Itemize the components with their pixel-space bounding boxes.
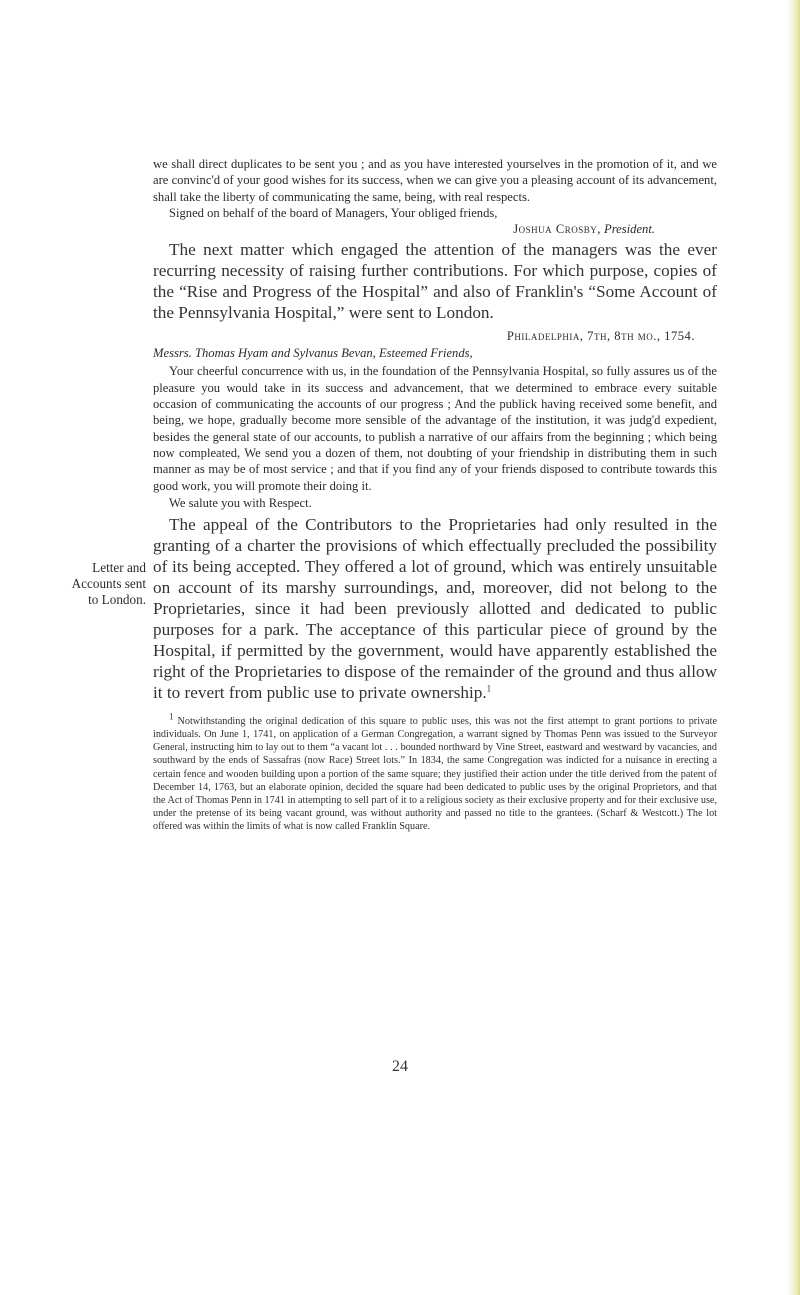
margin-note-line-1: Letter and (92, 560, 146, 575)
letter-1-signed-line: Signed on behalf of the board of Managers, Your obliged friends, (169, 205, 498, 220)
margin-note-line-2: Accounts sent (71, 576, 146, 591)
narrative-paragraph-1: The next matter which engaged the attention of the managers was the ever recurring necessity of raising further contributions. For which purpose, copies of the “Rise and Progress of the Hospital” and also of Franklin's “Some Account of the Pennsylvania Hospital,” were sent to London. (153, 240, 717, 323)
footnote-text: Notwithstanding the original dedication of this square to public uses, this was not the first attempt to grant portions to private individuals. On June 1, 1741, on application of a German Congregation, a warrant signed by Thomas Penn was issued to the Surveyor General, instructing him to lay out to them “a vacant lot . . . bounded northward by Vine Street, eastward and westward by vacancies, and southward by the ends of Sassafras (now Race) Street lots.” In 1834, the same Congregation was indicted for a nuisance in erecting a certain fence and wooden building upon a portion of the same square; they justified their action under the title derived from the patent of December 14, 1763, but an elaborate opinion, decided the square had been dedicated to public uses by the original Proprietors, and that the Act of Thomas Penn in 1741 in attempting to sell part of it to a religious society as their exclusive property and for their exclusive use, under the pretense of its being vacant ground, was without authority and passed no title to the grantees. (Scharf & Westcott.) The lot offered was within the limits of what is now called Franklin Square. (153, 716, 717, 832)
page-number: 24 (392, 1058, 408, 1075)
letter-1-paragraph: we shall direct duplicates to be sent you ; and as you have interested yourselves in the promotion of it, and we are convinc'd of your good wishes for its success, when we can give you a pleasing account of its advancement, shall take the liberty of communicating the same, being, with real respects. (153, 157, 717, 204)
main-column (153, 156, 717, 833)
signature-title: President. (604, 222, 655, 237)
margin-note (0, 560, 146, 608)
narrative-paragraph-2 (153, 514, 717, 703)
letter-2-paragraph: Your cheerful concurrence with us, in the foundation of the Pennsylvania Hospital, so fully assures us of the pleasure you would take in its success and advancement, that we determined to embrace every suitable occasion of communicating the accounts of our progress ; And the publick having received some benefit, and being, we hope, gradually become more sensible of the advantage of the institution, it was judg'd expedient, besides the general state of our accounts, to publish a narrative of our affairs from the beginning ; which being now compleated, We send you a dozen of them, not doubting of your friendship in distributing them in such manner as may be of most service ; and that if you find any of your friends disposed to contribute towards this good work, you will promote their doing it. (153, 364, 717, 493)
letter-2-closing: We salute you with Respect. (169, 495, 312, 510)
footnote-reference: 1 (486, 683, 492, 694)
signature-name: Joshua Crosby, (513, 222, 601, 237)
letter-2-dateline: Philadelphia, 7th, 8th mo., 1754. (506, 329, 695, 344)
footnote (153, 711, 717, 833)
margin-note-line-3: to London. (88, 592, 146, 607)
footnote-marker: 1 (169, 711, 174, 722)
salutation-text: Messrs. Thomas Hyam and Sylvanus Bevan, Esteemed Friends, (153, 346, 473, 361)
letter-1-signature (153, 221, 717, 237)
narrative-2-text: The appeal of the Contributors to the Proprietaries had only resulted in the granting of a charter the provisions of which effectually precluded the possibility of its being accepted. They offered a lot of ground, which was entirely unsuitable on account of its marshy surroundings, and, moreover, did not belong to the Proprietaries, since it had been previously allotted and dedicated to public purposes for a park. The acceptance of this particular piece of ground by the Hospital, if permitted by the government, would have apparently established the right of the Proprietaries to dispose of the remainder of the ground and thus allow it to revert from public use to private ownership. (153, 515, 717, 703)
letter-2-salutation (153, 345, 717, 362)
